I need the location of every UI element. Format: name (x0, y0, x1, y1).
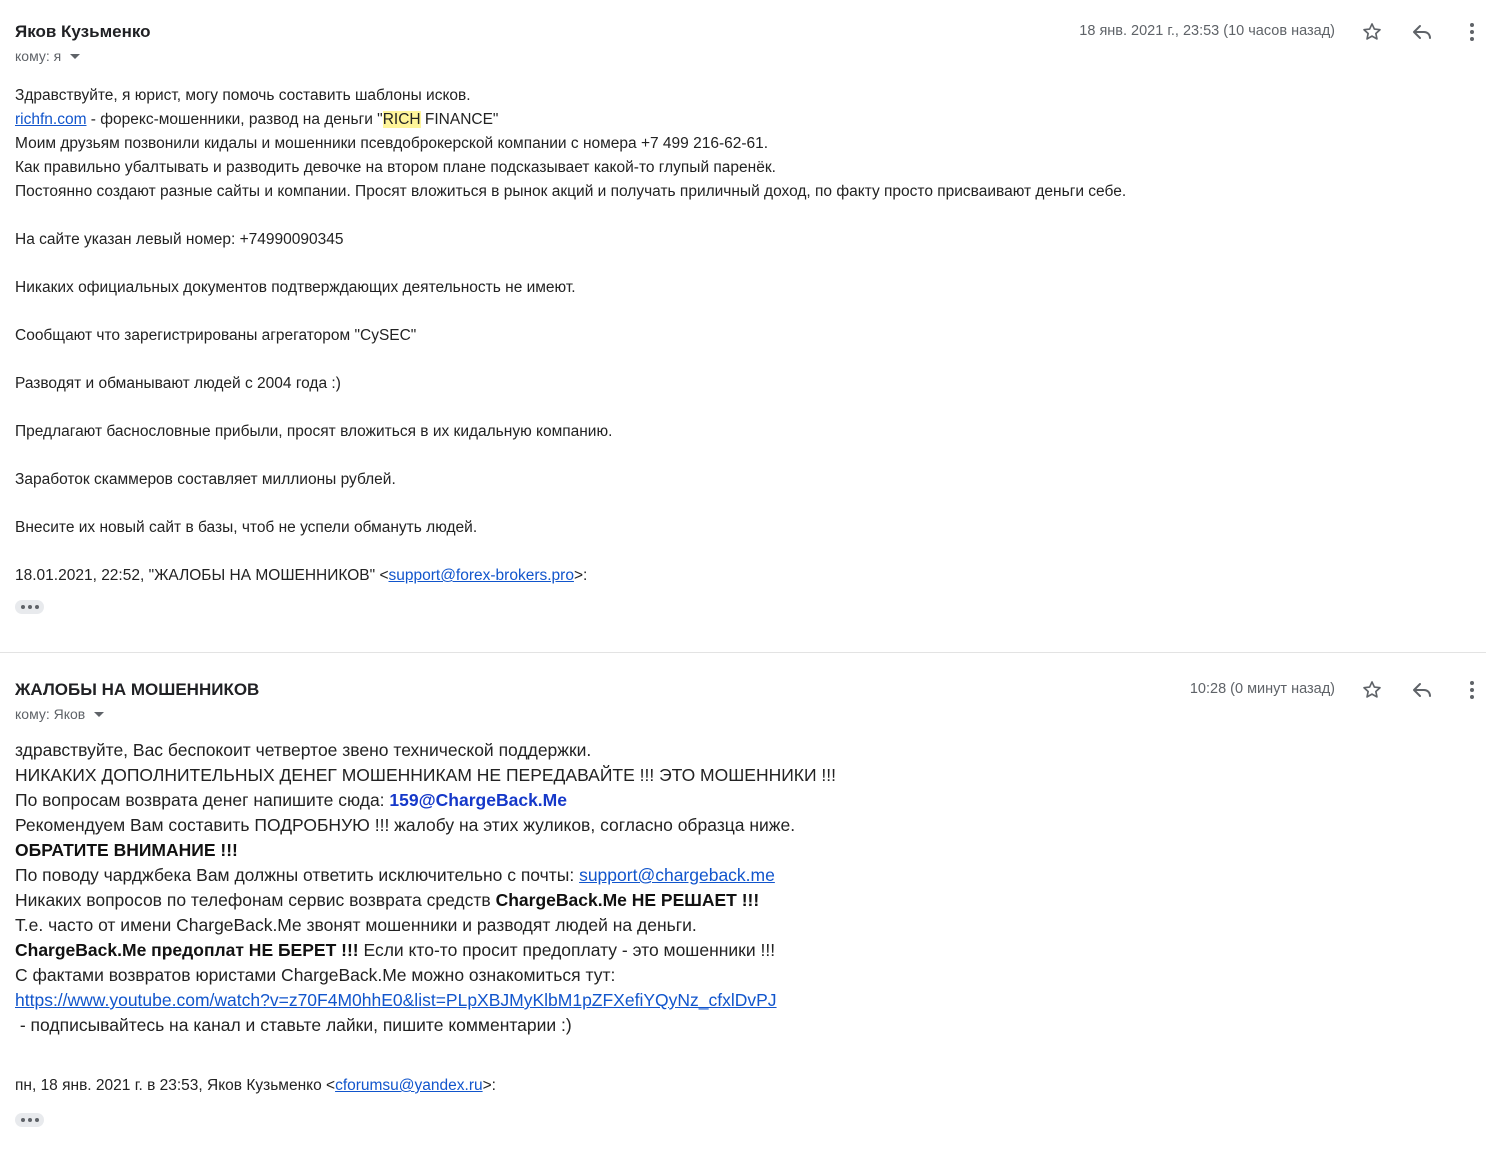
body-line: Никаких официальных документов подтверждающих деятельность не имеют. (15, 279, 576, 296)
body-line: На сайте указан левый номер: +74990090345 (15, 231, 344, 248)
dot (21, 605, 25, 609)
star-icon (1361, 21, 1383, 43)
highlighted-text: RICH (382, 111, 421, 128)
body-line: Внесите их новый сайт в базы, чтоб не успели обмануть людей. (15, 519, 478, 536)
recipient-label: кому: Яков (15, 706, 86, 722)
more-options-button[interactable] (1457, 17, 1487, 47)
body-line: Разводят и обманывают людей с 2004 года :) (15, 375, 341, 392)
more-options-button[interactable] (1457, 675, 1487, 705)
star-button[interactable] (1357, 675, 1387, 705)
body-line (15, 988, 836, 1013)
star-button[interactable] (1357, 17, 1387, 47)
body-line: Здравствуйте, я юрист, могу помочь составить шаблоны исков. (15, 87, 471, 104)
contact-email[interactable]: 159@ChargeBack.Me (389, 790, 567, 810)
more-vert-icon (1460, 20, 1484, 44)
body-line (15, 838, 836, 863)
reply-icon (1410, 20, 1434, 44)
dot (28, 1118, 32, 1122)
message-divider (0, 652, 1486, 653)
show-trimmed-content-button[interactable] (15, 600, 44, 614)
body-line: richfn.com - форекс-мошенники, развод на деньги "RICH FINANCE" (15, 111, 499, 128)
quote-header: 18.01.2021, 22:52, "ЖАЛОБЫ НА МОШЕННИКОВ" <support@forex-brokers.pro>: (15, 567, 588, 584)
dot (35, 605, 39, 609)
website-link[interactable]: richfn.com (15, 111, 87, 128)
reply-icon (1410, 678, 1434, 702)
body-line: НИКАКИХ ДОПОЛНИТЕЛЬНЫХ ДЕНЕГ МОШЕННИКАМ НЕ ПЕРЕДАВАЙТЕ !!! ЭТО МОШЕННИКИ !!! (15, 765, 837, 785)
body-line: Никаких вопросов по телефонам сервис возврата средств ChargeBack.Me НЕ РЕШАЕТ !!! (15, 890, 760, 910)
body-line: Как правильно убалтывать и разводить девочке на втором плане подсказывает какой-то глупый паренёк. (15, 159, 776, 176)
dot (28, 605, 32, 609)
support-email-link[interactable]: support@chargeback.me (579, 865, 775, 885)
body-line: здравствуйте, Вас беспокоит четвертое звено технической поддержки. (15, 740, 592, 760)
chevron-down-icon[interactable] (70, 54, 80, 59)
message-body (15, 738, 836, 1038)
youtube-link[interactable]: https://www.youtube.com/watch?v=z70F4M0hhE0&list=PLpXBJMyKlbM1pZFXefiYQyNz_cfxlDvPJ (15, 990, 777, 1010)
show-trimmed-content-button[interactable] (15, 1113, 44, 1127)
body-line: Постоянно создают разные сайты и компании. Просят вложиться в рынок акций и получать приличный доход, по факту просто присваивают деньги себе. (15, 183, 1127, 200)
message-date: 18 янв. 2021 г., 23:53 (10 часов назад) (1079, 23, 1335, 39)
body-line: Рекомендуем Вам составить ПОДРОБНУЮ !!! жалобу на этих жуликов, согласно образца ниже. (15, 815, 796, 835)
quoted-email-link[interactable]: support@forex-brokers.pro (388, 567, 574, 584)
star-icon (1361, 679, 1383, 701)
body-line: Моим друзьям позвонили кидалы и мошенники псевдоброкерской компании с номера +7 499 216-62-61. (15, 135, 769, 152)
recipient-details-toggle[interactable] (15, 48, 80, 64)
quoted-email-link[interactable]: cforumsu@yandex.ru (335, 1077, 483, 1094)
body-line: По поводу чарджбека Вам должны ответить исключительно с почты: support@chargeback.me (15, 865, 775, 885)
chevron-down-icon[interactable] (94, 712, 104, 717)
message-date: 10:28 (0 минут назад) (1189, 681, 1335, 697)
body-line: По вопросам возврата денег напишите сюда: 159@ChargeBack.Me (15, 790, 567, 810)
message-body (15, 84, 1126, 588)
more-vert-icon (1460, 678, 1484, 702)
attention-heading: ОБРАТИТЕ ВНИМАНИЕ !!! (15, 840, 238, 860)
reply-button[interactable] (1407, 675, 1437, 705)
body-line: ChargeBack.Me предоплат НЕ БЕРЕТ !!! Если кто-то просит предоплату - это мошенники !!! (15, 940, 776, 960)
recipient-label: кому: я (15, 48, 62, 64)
body-line: - подписывайтесь на канал и ставьте лайки, пишите комментарии :) (15, 1015, 572, 1035)
body-line: С фактами возвратов юристами ChargeBack.Me можно ознакомиться тут: (15, 965, 616, 985)
body-line: Т.е. часто от имени ChargeBack.Me звонят мошенники и разводят людей на деньги. (15, 915, 697, 935)
body-line: Сообщают что зарегистрированы агрегатором "CySEC" (15, 327, 417, 344)
dot (21, 1118, 25, 1122)
body-line: Предлагают баснословные прибыли, просят вложиться в их кидальную компанию. (15, 423, 613, 440)
dot (35, 1118, 39, 1122)
sender-name[interactable]: ЖАЛОБЫ НА МОШЕННИКОВ (15, 680, 260, 699)
reply-button[interactable] (1407, 17, 1437, 47)
sender-name[interactable]: Яков Кузьменко (15, 22, 151, 41)
quote-header: пн, 18 янв. 2021 г. в 23:53, Яков Кузьменко <cforumsu@yandex.ru>: (15, 1077, 496, 1094)
recipient-details-toggle[interactable] (15, 706, 104, 722)
body-line: Заработок скаммеров составляет миллионы рублей. (15, 471, 396, 488)
